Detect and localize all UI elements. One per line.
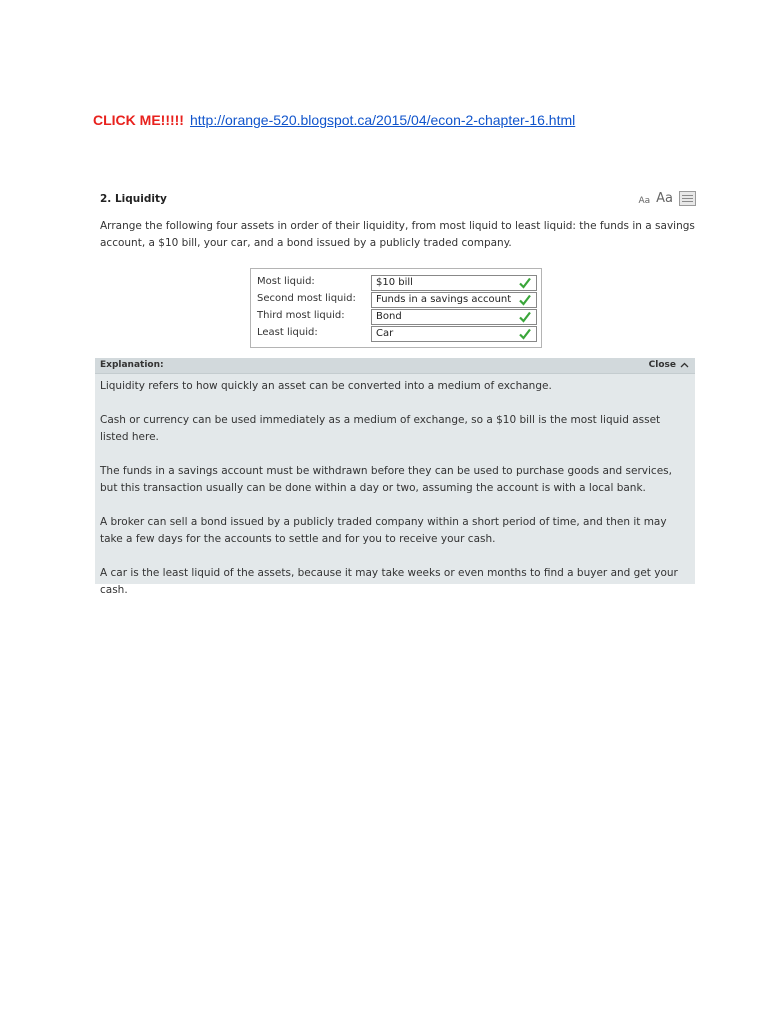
answer-label: Least liquid:: [257, 327, 318, 338]
check-icon: [519, 328, 531, 340]
print-icon[interactable]: [679, 191, 696, 206]
question-title: 2. Liquidity: [100, 193, 167, 205]
answer-select[interactable]: [371, 309, 537, 325]
answer-row: [257, 326, 537, 342]
text-tools: [638, 191, 696, 206]
answer-value: Bond: [376, 311, 402, 322]
question-prompt: Arrange the following four assets in order of their liquidity, from most liquid to least liquid: the funds in a savings account, a $10 bill, your car, and a bond issued by a publicly traded company.: [100, 220, 695, 249]
answer-label: Second most liquid:: [257, 293, 356, 304]
check-icon: [519, 277, 531, 289]
answer-value: Car: [376, 328, 394, 339]
click-me-text[interactable]: CLICK ME!!!!!: [93, 112, 184, 128]
explanation-header: [95, 358, 695, 374]
explanation-paragraph: A car is the least liquid of the assets, because it may take weeks or even months to find a buyer and get your cash.: [100, 567, 678, 596]
close-explanation-button[interactable]: [649, 360, 689, 370]
answer-row: [257, 292, 537, 308]
explanation-body: [100, 378, 692, 616]
check-icon: [519, 294, 531, 306]
answer-value: Funds in a savings account: [376, 294, 512, 305]
answer-label: Most liquid:: [257, 276, 315, 287]
explanation-paragraph: Cash or currency can be used immediately as a medium of exchange, so a $10 bill is the most liquid asset listed here.: [100, 414, 661, 443]
increase-text-size-button[interactable]: Aa: [656, 191, 673, 206]
explanation-paragraph: Liquidity refers to how quickly an asset can be converted into a medium of exchange.: [100, 380, 552, 392]
explanation-paragraph: The funds in a savings account must be withdrawn before they can be used to purchase goods and services, but this transaction usually can be done within a day or two, assuming the account is with a local bank.: [100, 465, 672, 494]
answer-value: $10 bill: [376, 277, 413, 288]
answer-select[interactable]: [371, 292, 537, 308]
answer-select[interactable]: [371, 275, 537, 291]
explanation-paragraph: A broker can sell a bond issued by a publicly traded company within a short period of time, and then it may take a few days for the accounts to settle and for you to receive your cash.: [100, 516, 667, 545]
answer-row: [257, 275, 537, 291]
question-header: [100, 191, 696, 211]
promo-line: [93, 112, 575, 128]
explanation-title: Explanation:: [100, 360, 164, 370]
answer-row: [257, 309, 537, 325]
decrease-text-size-button[interactable]: Aa: [638, 196, 651, 206]
close-label: Close: [648, 360, 676, 370]
blog-link[interactable]: http://orange-520.blogspot.ca/2015/04/econ-2-chapter-16.html: [189, 112, 576, 128]
answer-select[interactable]: [371, 326, 537, 342]
check-icon: [519, 311, 531, 323]
answer-table: [250, 268, 542, 348]
answer-label: Third most liquid:: [257, 310, 345, 321]
chevron-up-icon: [680, 362, 689, 368]
explanation-panel: [95, 358, 695, 596]
